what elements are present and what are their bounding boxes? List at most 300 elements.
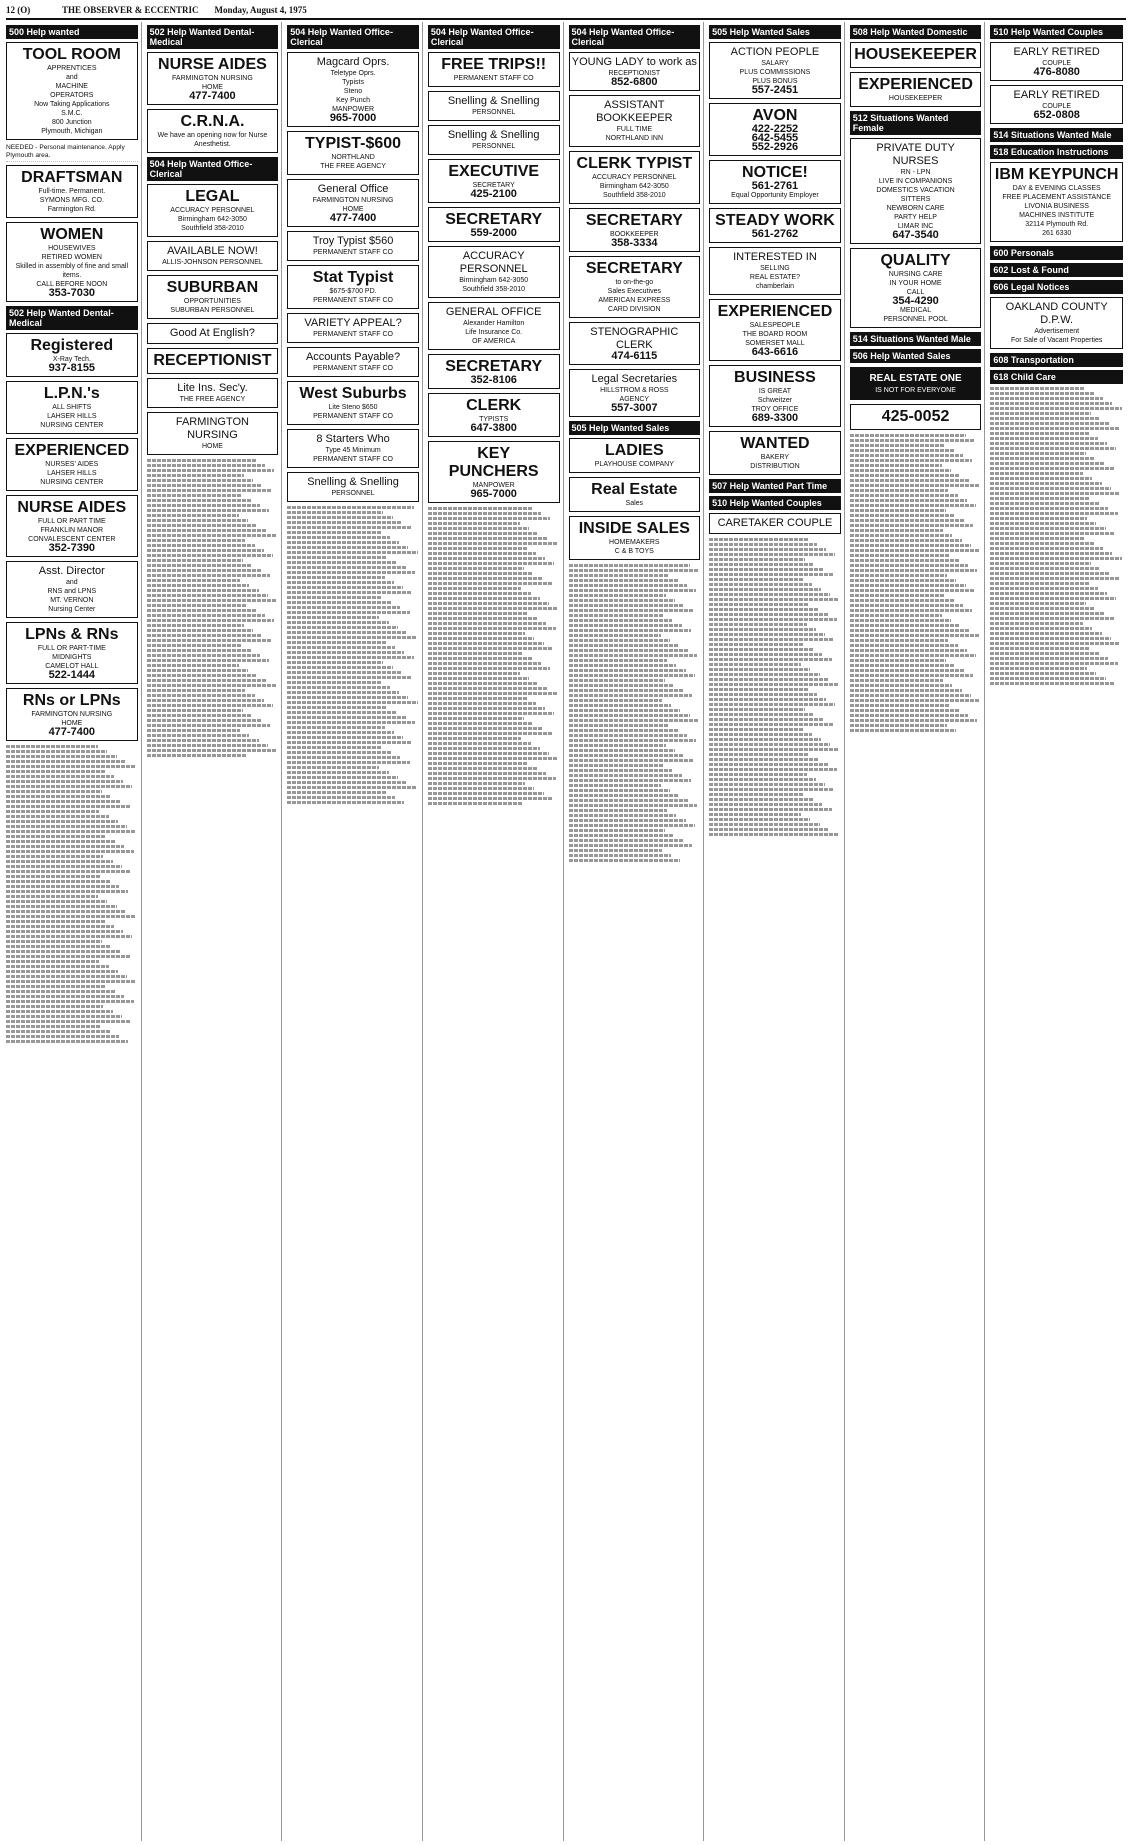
ad-line: OPERATORS (50, 92, 94, 99)
fine-print-texture (287, 506, 419, 804)
ad-line: 352-8106 (470, 374, 517, 386)
display-ad (428, 159, 560, 203)
ad-line: RNS and LPNS (47, 588, 97, 596)
section-header: 502 Help Wanted Dental-Medical (6, 306, 138, 330)
section-header: 506 Help Wanted Sales (850, 349, 982, 363)
ad-line: Type 45 Minimum (325, 447, 381, 454)
ad-line: PERSONNEL (331, 490, 375, 497)
ad-line: Key Punch (336, 97, 370, 104)
ad-line: 643-6616 (751, 346, 799, 358)
ad-line: PLUS BONUS (752, 78, 798, 85)
ad-line: RETIRED WOMEN (41, 254, 102, 262)
display-ad (569, 516, 701, 560)
ad-line: NURSE AIDES (17, 499, 127, 517)
ad-line: PERSONNEL POOL (883, 316, 948, 323)
ad-line: Southfield 358-2010 (181, 225, 244, 232)
ad-line: and (65, 74, 78, 81)
ad-line: LIMAR INC (897, 223, 934, 230)
display-ad (709, 365, 841, 427)
ad-line: CALL (906, 289, 925, 296)
ad-line: Registered (30, 337, 114, 355)
ad-line: Now Taking Applications (34, 101, 110, 108)
ad-line: FARMINGTON NURSING (312, 197, 394, 204)
display-ad (6, 165, 138, 218)
ad-line: FULL OR PART-TIME (37, 645, 106, 653)
ad-line: Full-time. Permanent. (38, 188, 106, 196)
ad-line: PRIVATE DUTY NURSES (876, 142, 955, 167)
inverse-display-ad (850, 367, 982, 400)
ad-line: MANPOWER (472, 482, 515, 489)
ad-line: LIVONIA BUSINESS (1024, 203, 1089, 210)
ad-line: CALL BEFORE NOON (36, 281, 108, 289)
ad-line: Snelling & Snelling (447, 95, 540, 107)
ad-line: $675-$700 PD. (329, 288, 377, 295)
ad-line: We have an opening now for Nurse Anesthetist. (157, 132, 268, 148)
display-ad (428, 52, 560, 87)
ad-line: Alexander Hamilton (463, 320, 525, 327)
ad-line: LEGAL (185, 188, 240, 205)
section-header: 600 Personals (990, 246, 1123, 260)
ad-line: 425-2100 (470, 188, 517, 200)
ad-line: REAL ESTATE? (749, 274, 800, 281)
display-ad (850, 72, 982, 107)
ad-line: HOME (201, 84, 223, 91)
ad-line: Typists (342, 79, 364, 86)
display-ad (287, 179, 419, 227)
ad-line: 559-2000 (470, 227, 517, 239)
ad-line: NORTHLAND (331, 154, 375, 161)
fine-print-texture (850, 434, 982, 732)
display-ad (287, 381, 419, 425)
display-ad (428, 302, 560, 350)
ad-line: PERMANENT STAFF CO (313, 249, 393, 256)
ad-line: RECEPTIONIST (153, 352, 272, 369)
section-header: 508 Help Wanted Domestic (850, 25, 982, 39)
ad-line: PERMANENT STAFF CO (453, 75, 534, 82)
classified-ad: NEEDED - Personal maintenance. Apply Plymouth area. (6, 144, 138, 162)
section-header: 606 Legal Notices (990, 280, 1123, 294)
display-ad (569, 95, 701, 147)
classified-column (428, 22, 564, 1841)
display-ad (709, 513, 841, 534)
ad-line: 477-7400 (329, 212, 377, 224)
ad-line: SITTERS (900, 196, 931, 203)
display-ad (709, 42, 841, 99)
ad-line: Birmingham 642-3050 (459, 277, 529, 284)
section-header: 507 Help Wanted Part Time (709, 479, 841, 493)
ad-line: TROY OFFICE (751, 406, 799, 413)
ad-line: MEDICAL (900, 307, 932, 314)
ad-line: THE FREE AGENCY (320, 163, 386, 170)
ad-line: Stat Typist (312, 269, 394, 286)
classified-column (287, 22, 423, 1841)
ad-line: HOME (61, 720, 83, 728)
display-ad (147, 241, 279, 271)
ad-line: MANPOWER (332, 106, 375, 113)
display-ad (850, 42, 982, 68)
ad-line: EXECUTIVE (448, 163, 540, 180)
ad-line: DRAFTSMAN (21, 169, 123, 187)
ad-line: HOME (342, 206, 364, 213)
ad-line: Birmingham 642-3050 (599, 183, 669, 190)
ad-line: IBM KEYPUNCH (994, 166, 1119, 183)
section-header: 518 Education Instructions (990, 145, 1123, 159)
ad-line: FULL TIME (616, 126, 653, 133)
ad-line: HILLSTROM & ROSS (600, 387, 669, 394)
ad-line: SUBURBAN PERSONNEL (170, 307, 255, 314)
ad-line: CAMELOT HALL (45, 663, 99, 671)
ad-line: FARMINGTON NURSING (175, 416, 249, 441)
ad-line: Legal Secretaries (591, 373, 678, 385)
fine-print-texture (428, 507, 560, 805)
display-ad (709, 103, 841, 156)
display-ad (850, 248, 982, 328)
ad-line: Snelling & Snelling (447, 129, 540, 141)
ad-line: NORTHLAND INN (605, 135, 664, 142)
ad-line: Nursing Center (48, 606, 96, 614)
ad-line: PERSONNEL (472, 143, 516, 150)
display-ad (990, 162, 1123, 242)
ad-line: ACTION PEOPLE (730, 46, 820, 58)
ad-line: FRANKLIN MANOR (40, 527, 104, 535)
ad-line: 32114 Plymouth Rd. (1025, 221, 1089, 228)
ad-line: 474-6115 (611, 350, 658, 362)
ad-line: NURSING CENTER (40, 422, 104, 430)
section-header: 514 Situations Wanted Male (850, 332, 982, 346)
section-header: 505 Help Wanted Sales (569, 421, 701, 435)
masthead (6, 4, 1126, 20)
ad-line: ALL SHIFTS (52, 404, 92, 412)
ad-line: NEWBORN CARE (886, 205, 945, 212)
ad-line: SYMONS MFG. CO. (39, 197, 104, 205)
ad-line: Schweitzer (757, 397, 793, 404)
ad-line: SECRETARY (472, 182, 515, 189)
ad-line: to on-the-go (615, 279, 654, 286)
ad-line: HOUSEKEEPER (888, 95, 943, 102)
ad-line: MT. VERNON (50, 597, 94, 605)
display-ad (287, 472, 419, 502)
fine-print-texture (569, 564, 701, 862)
ad-line: CLERK TYPIST (576, 155, 693, 172)
classified-column (147, 22, 283, 1841)
display-ad (6, 438, 138, 491)
display-ad (428, 393, 560, 437)
ad-line: 422-2252 (751, 123, 799, 135)
ad-line: NURSE AIDES (158, 56, 267, 73)
ad-line: CARETAKER COUPLE (717, 517, 833, 529)
ad-line: NOTICE! (742, 164, 808, 181)
ad-line: FREE TRIPS!! (441, 56, 547, 73)
ad-line: SALARY (761, 60, 789, 67)
ad-line: Accounts Payable? (305, 351, 401, 363)
ad-line: THE BOARD ROOM (742, 331, 808, 338)
ad-line: 557-2451 (751, 84, 799, 96)
ad-line: Farmington Rd. (47, 206, 96, 214)
ad-line: LPNs & RNs (25, 626, 119, 644)
display-ad (428, 441, 560, 503)
ad-line: PERSONNEL (472, 109, 516, 116)
ad-line: Birmingham 642-3050 (178, 216, 247, 223)
ad-line: 852-6800 (611, 76, 658, 88)
ad-line: IS GREAT (758, 388, 792, 395)
ad-line: NURSING CENTER (40, 479, 104, 487)
ad-line: Lite Steno $650 (328, 404, 378, 411)
fine-print-texture (709, 538, 841, 836)
ad-line: RECEPTIONIST (608, 70, 661, 77)
ad-line: ASSISTANT BOOKKEEPER (596, 99, 673, 124)
section-header: 602 Lost & Found (990, 263, 1123, 277)
ad-line: PLAYHOUSE COMPANY (594, 461, 674, 468)
ad-line: 642-5455 (751, 132, 799, 144)
ad-line: HOUSEKEEPER (854, 46, 977, 63)
section-header: 510 Help Wanted Couples (709, 496, 841, 510)
ad-line: SOMERSET MALL (745, 340, 805, 347)
ad-line: Snelling & Snelling (307, 476, 399, 488)
classified-column (709, 22, 845, 1841)
ad-line: 965-7000 (470, 488, 517, 500)
display-ad (147, 378, 279, 408)
ad-line: HOMEMAKERS (609, 539, 660, 546)
ad-line: SECRETARY (585, 212, 683, 229)
ad-line: Southfield 358-2010 (602, 192, 666, 199)
ad-line: PARTY HELP (894, 214, 937, 221)
ad-line: NURSING CARE (888, 271, 943, 278)
ad-line: GENERAL OFFICE (445, 306, 542, 318)
ad-line: ALLIS-JOHNSON PERSONNEL (162, 259, 263, 266)
ad-line: 965-7000 (329, 112, 377, 124)
ad-line: IN YOUR HOME (889, 280, 942, 287)
ad-line: WANTED (740, 435, 810, 452)
ad-line: West Suburbs (299, 385, 407, 402)
ad-line: RNs or LPNs (22, 692, 121, 710)
section-header: 504 Help Wanted Office-Clerical (287, 25, 419, 49)
ad-line: LAHSER HILLS (47, 413, 97, 421)
ad-line: BAKERY (760, 454, 790, 461)
ad-line: WOMEN (40, 226, 104, 244)
ad-line: Teletype Oprs. (330, 70, 376, 77)
display-ad (569, 151, 701, 204)
ad-line: DOMESTICS VACATION (876, 187, 955, 194)
section-header: 505 Help Wanted Sales (709, 25, 841, 39)
ad-line: INSIDE SALES (578, 520, 690, 537)
ad-line: MACHINES INSTITUTE (1019, 212, 1095, 219)
section-header: 618 Child Care (990, 370, 1123, 384)
ad-line: HOUSEWIVES (48, 245, 96, 253)
ad-line: OAKLAND COUNTY D.P.W. (1005, 301, 1108, 326)
ad-line: EXPERIENCED (717, 303, 833, 320)
ad-line: 647-3540 (892, 229, 939, 241)
display-ad (850, 404, 982, 430)
ad-line: 352-7390 (48, 542, 96, 555)
ad-line: 561-2761 (751, 180, 799, 192)
ad-line: DISTRIBUTION (750, 463, 800, 470)
ad-line: 557-3007 (611, 402, 658, 414)
ad-line: C.R.N.A. (180, 113, 245, 130)
display-ad (6, 622, 138, 684)
classified-column (850, 22, 986, 1841)
display-ad (569, 256, 701, 318)
ad-line: 354-4290 (892, 295, 939, 307)
section-header: 504 Help Wanted Office-Clerical (147, 157, 279, 181)
classified-column (569, 22, 705, 1841)
ad-line: Asst. Director (38, 565, 105, 578)
classified-column (6, 22, 142, 1841)
display-ad (569, 438, 701, 473)
ad-line: PLUS COMMISSIONS (739, 69, 811, 76)
ad-line: Sales (625, 500, 644, 507)
display-ad (709, 208, 841, 243)
ad-line: 522-1444 (48, 669, 96, 682)
ad-line: Magcard Oprs. (316, 56, 390, 68)
display-ad (6, 495, 138, 557)
ad-line: Steno (343, 88, 363, 95)
ad-line: For Sale of Vacant Properties (1011, 337, 1103, 344)
display-ad (287, 429, 419, 468)
ad-line: S.M.C. (61, 110, 83, 117)
ad-line: AVON (752, 107, 798, 124)
ad-line: REAL ESTATE ONE (869, 373, 962, 384)
ad-line: EXPERIENCED (14, 442, 130, 460)
classified-columns (6, 22, 1126, 1841)
section-header: 504 Help Wanted Office-Clerical (428, 25, 560, 49)
ad-line: THE FREE AGENCY (179, 396, 246, 403)
ad-line: 647-3800 (470, 422, 517, 434)
fine-print-texture (147, 459, 279, 757)
section-header: 514 Situations Wanted Male (990, 128, 1123, 142)
display-ad (287, 52, 419, 127)
ad-line: STEADY WORK (715, 212, 835, 229)
ad-line: Lite Ins. Sec'y. (177, 382, 248, 394)
ad-line: 8 Starters Who (316, 433, 390, 445)
ad-line: AMERICAN EXPRESS (598, 297, 671, 304)
display-ad (569, 322, 701, 365)
ad-line: VARIETY APPEAL? (304, 317, 402, 329)
display-ad (709, 299, 841, 361)
ad-line: MIDNIGHTS (52, 654, 92, 662)
display-ad (569, 52, 701, 91)
ad-line: SECRETARY (445, 358, 543, 375)
ad-line: 800 Junction (51, 119, 92, 126)
paper-name: THE OBSERVER & ECCENTRIC (62, 5, 199, 15)
display-ad (147, 184, 279, 237)
display-ad (147, 109, 279, 153)
display-ad (709, 431, 841, 475)
ad-line: RN - LPN (900, 169, 931, 176)
section-header: 608 Transportation (990, 353, 1123, 367)
ad-line: FARMINGTON NURSING (172, 75, 253, 82)
ad-line: 552-2926 (751, 141, 799, 153)
ad-line: 477-7400 (48, 726, 96, 739)
ad-line: C & B TOYS (614, 548, 654, 555)
ad-line: CLERK (466, 397, 522, 414)
ad-line: MACHINE (55, 83, 88, 90)
ad-line: QUALITY (880, 252, 951, 269)
display-ad (147, 323, 279, 344)
ad-line: INTERESTED IN (733, 251, 817, 263)
ad-line: COUPLE (1042, 60, 1072, 67)
ad-line: PERMANENT STAFF CO (313, 413, 393, 420)
page-number: 12 (O) (6, 5, 31, 15)
fine-print-texture (990, 387, 1123, 685)
ad-line: LIVE IN COMPANIONS (878, 178, 953, 185)
ad-line: OF AMERICA (472, 338, 516, 345)
display-ad (990, 297, 1123, 349)
ad-line: SECRETARY (585, 260, 683, 277)
ad-line: FARMINGTON NURSING (31, 711, 113, 719)
display-ad (428, 125, 560, 155)
section-header: 512 Situations Wanted Female (850, 111, 982, 135)
fine-print-texture (6, 745, 138, 1043)
issue-date: Monday, August 4, 1975 (214, 5, 307, 15)
ad-line: X-Ray Tech. (52, 356, 91, 364)
ad-line: BOOKKEEPER (609, 231, 659, 238)
display-ad (6, 561, 138, 618)
ad-line: NURSES' AIDES (45, 461, 99, 469)
display-ad (709, 247, 841, 295)
display-ad (990, 85, 1123, 124)
ad-line: BUSINESS (734, 369, 816, 386)
ad-line: EARLY RETIRED (1013, 89, 1100, 101)
section-header: 510 Help Wanted Couples (990, 25, 1123, 39)
ad-line: PERMANENT STAFF CO (313, 456, 393, 463)
ad-line: LAHSER HILLS (47, 470, 97, 478)
display-ad (569, 369, 701, 417)
ad-line: TOOL ROOM (22, 46, 121, 63)
display-ad (287, 347, 419, 377)
display-ad (569, 208, 701, 252)
display-ad (147, 52, 279, 105)
ad-line: chamberlain (755, 283, 794, 290)
ad-line: General Office (317, 183, 389, 195)
display-ad (428, 354, 560, 389)
section-header: 502 Help Wanted Dental-Medical (147, 25, 279, 49)
ad-line: AVAILABLE NOW! (167, 245, 258, 257)
ad-line: EARLY RETIRED (1013, 46, 1100, 58)
ad-line: 261 6330 (1042, 230, 1072, 237)
ad-line: HOME (201, 443, 223, 450)
classified-column (990, 22, 1126, 1841)
ad-line: 353-7030 (48, 287, 96, 300)
display-ad (6, 688, 138, 741)
ad-line: 561-2762 (751, 228, 799, 240)
display-ad (287, 131, 419, 175)
ad-line: Real Estate (591, 481, 678, 498)
ad-line: EXPERIENCED (858, 76, 973, 93)
ad-line: Southfield 358-2010 (462, 286, 526, 293)
display-ad (428, 207, 560, 242)
ad-line: SALESPEOPLE (749, 322, 801, 329)
display-ad (6, 42, 138, 140)
ad-line: Troy Typist $560 (312, 235, 394, 247)
display-ad (428, 246, 560, 298)
ad-line: Skilled in assembly of fine and small items. (15, 263, 129, 280)
ad-line: Life Insurance Co. (465, 329, 523, 336)
display-ad (428, 91, 560, 121)
display-ad (6, 222, 138, 302)
display-ad (287, 231, 419, 261)
ad-line: OPPORTUNITIES (183, 298, 241, 305)
ad-line: 425-0052 (881, 408, 950, 425)
ad-line: 358-3334 (611, 237, 658, 249)
ad-line: AGENCY (619, 396, 650, 403)
ad-line: SELLING (760, 265, 790, 272)
ad-line: 689-3300 (751, 412, 799, 424)
ad-line: ACCURACY PERSONNEL (592, 174, 677, 181)
display-ad (6, 333, 138, 377)
ad-line: and (65, 579, 78, 587)
ad-line: TYPISTS (479, 416, 509, 423)
ad-line: IS NOT FOR EVERYONE (875, 387, 956, 394)
